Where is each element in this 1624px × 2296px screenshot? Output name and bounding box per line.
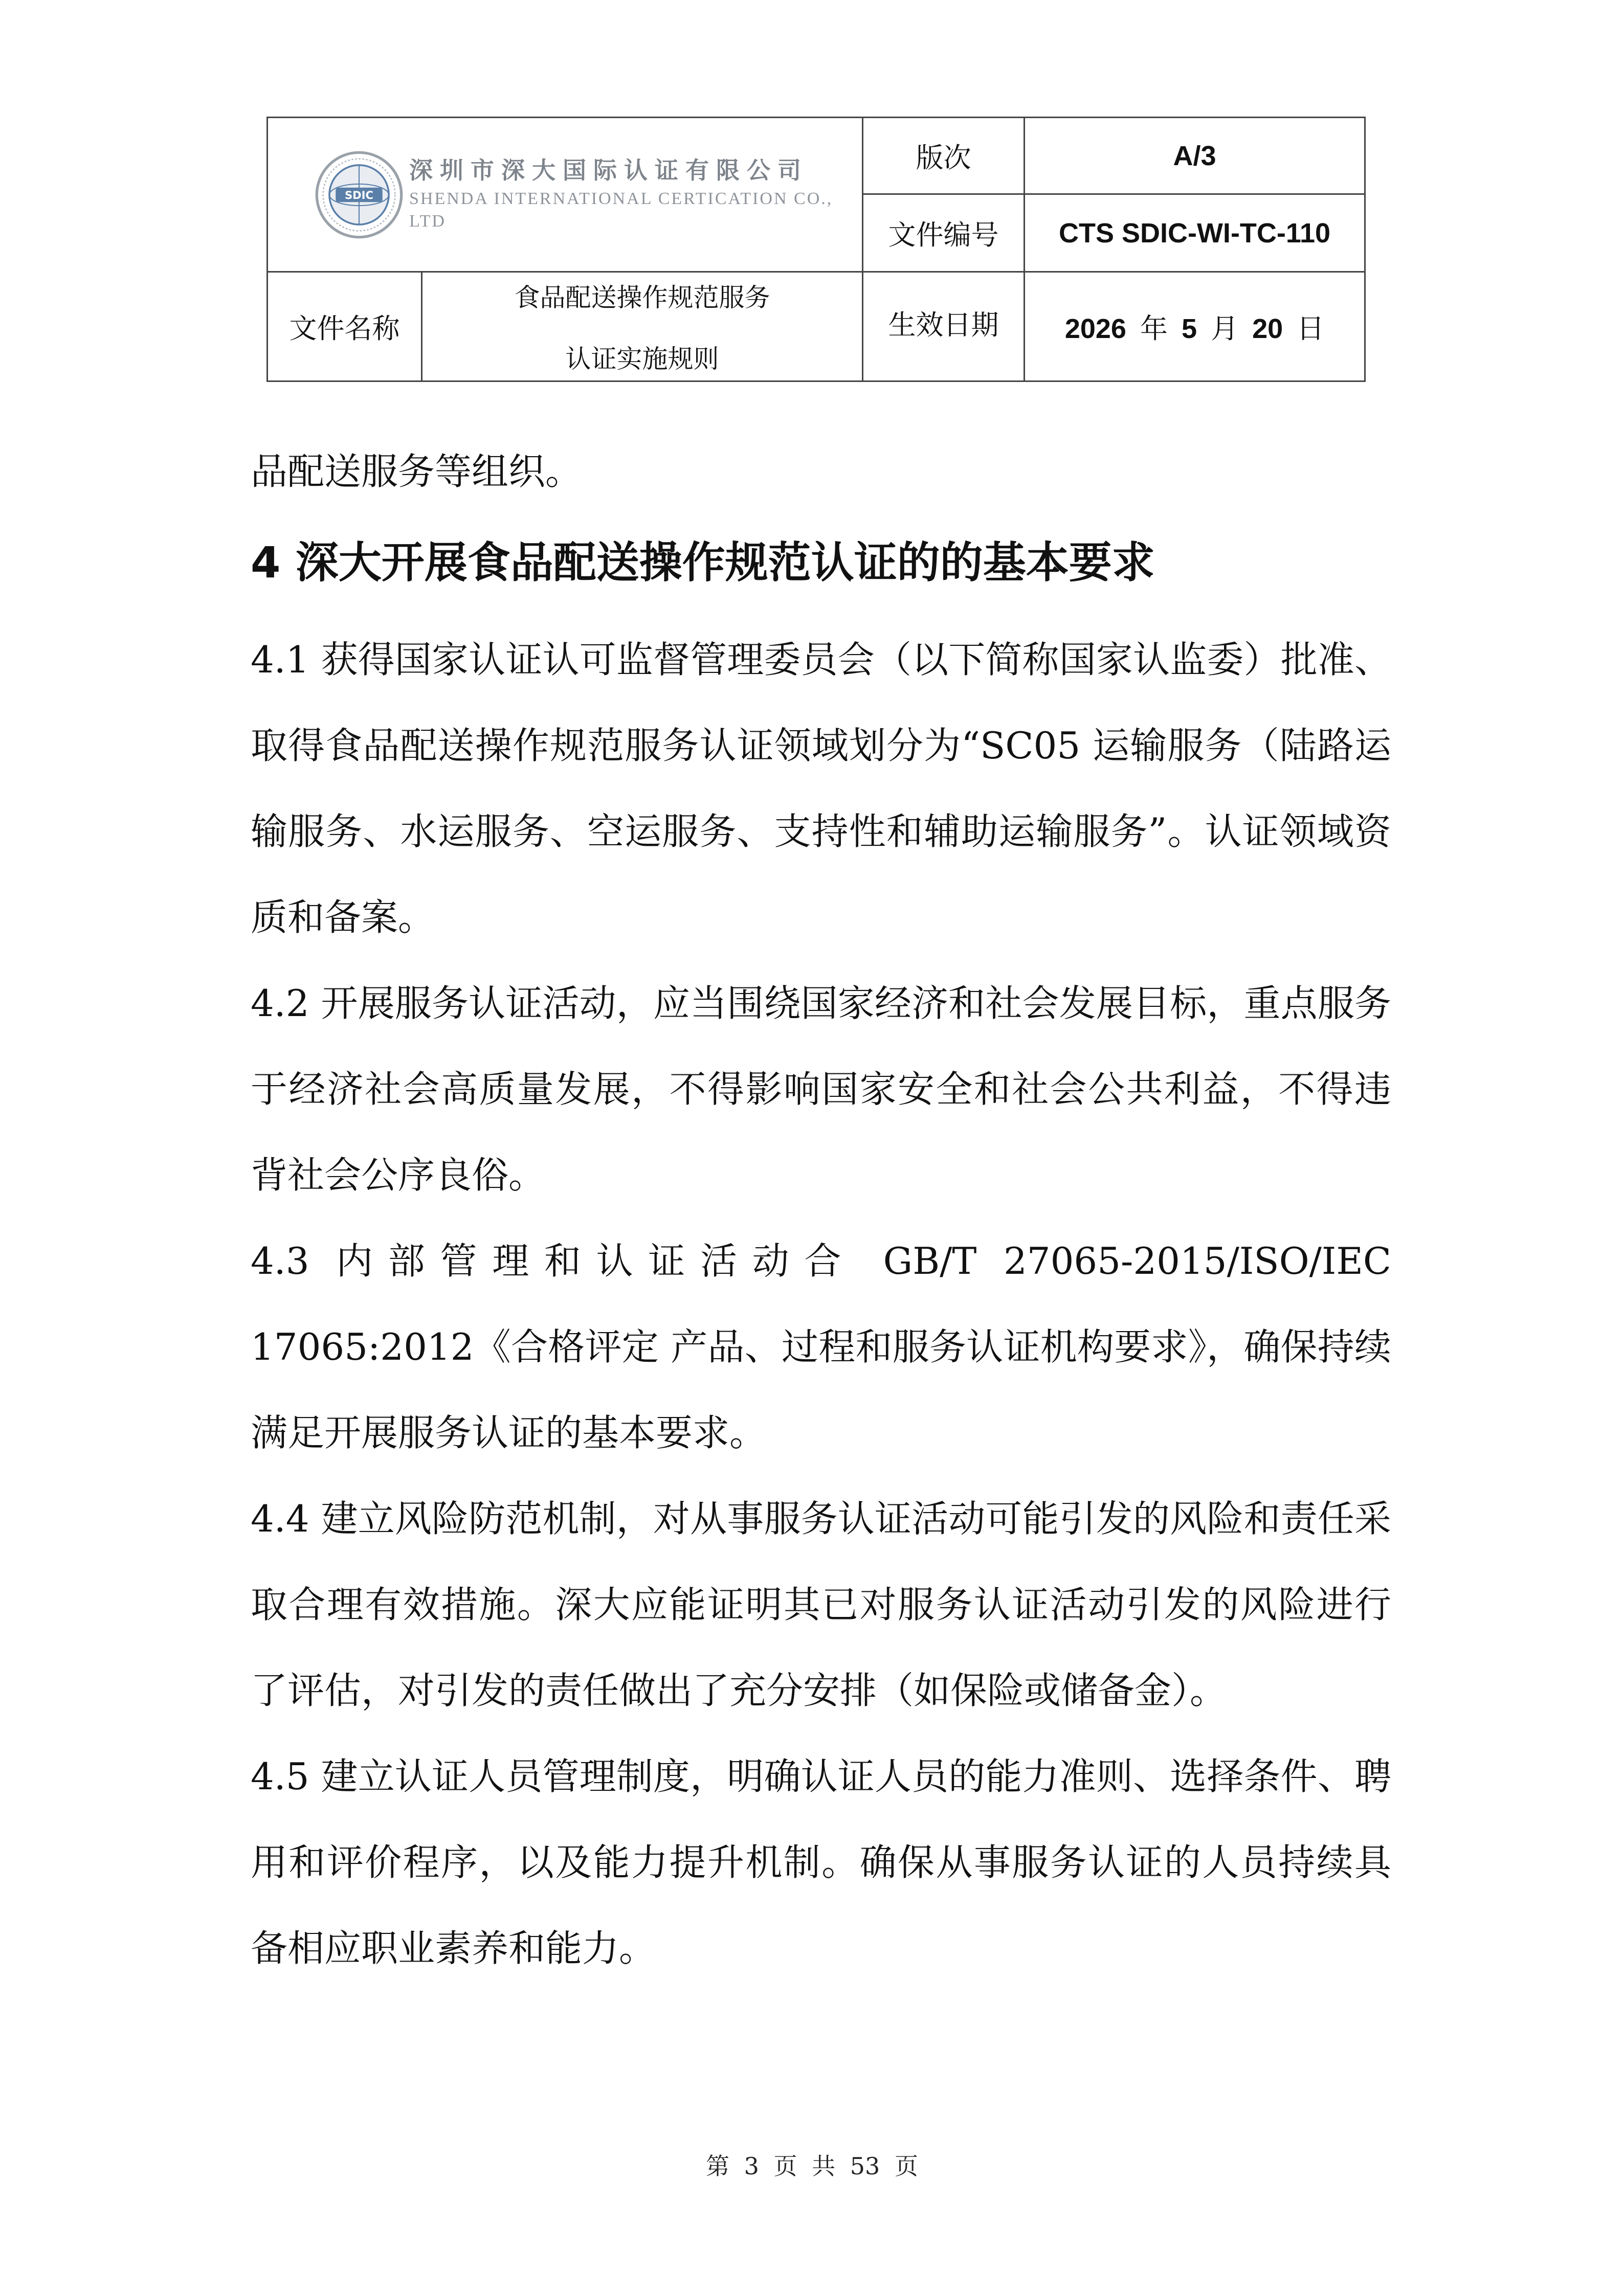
logo-text: SDIC xyxy=(344,188,374,201)
document-header-table xyxy=(266,117,1366,382)
company-name-en: SHENDA INTERNATIONAL CERTICATION CO., LTD xyxy=(409,189,833,231)
effective-month-unit: 月 xyxy=(1211,312,1239,345)
version-label: 版次 xyxy=(863,118,1025,194)
company-name-cn: 深圳市深大国际认证有限公司 xyxy=(409,156,808,184)
doc-name-line1: 食品配送操作规范服务 xyxy=(514,282,770,312)
clause-4-4: 4.4 建立风险防范机制，对从事服务认证活动可能引发的风险和责任采取合理有效措施。深大应能证明其已对服务认证活动引发的风险进行了评估，对引发的责任做出了充分安排（如保险或储备金）。 xyxy=(251,1497,1391,1712)
effective-day: 20 xyxy=(1252,313,1283,344)
clause-4-1: 4.1 获得国家认证认可监督管理委员会（以下简称国家认监委）批准、取得食品配送操作规范服务认证领域划分为“SC05 运输服务（陆路运输服务、水运服务、空运服务、支持性和辅助运输服务”。认证领域资质和备案。 xyxy=(251,638,1391,939)
doc-number-value: CTS SDIC-WI-TC-110 xyxy=(1025,194,1365,272)
version-value: A/3 xyxy=(1025,118,1365,194)
section-heading: 4 深大开展食品配送操作规范认证的的基本要求 xyxy=(251,537,1155,588)
effective-date-label: 生效日期 xyxy=(863,272,1025,381)
intro-paragraph: 品配送服务等组织。 xyxy=(251,450,583,493)
clause-4-3-rest: 17065:2012《合格评定 产品、过程和服务认证机构要求》，确保持续满足开展服务认证的基本要求。 xyxy=(251,1325,1391,1454)
clause-4-5: 4.5 建立认证人员管理制度，明确认证人员的能力准则、选择条件、聘用和评价程序，以及能力提升机制。确保从事服务认证的人员持续具备相应职业素养和能力。 xyxy=(251,1755,1391,1970)
company-logo-cell xyxy=(268,118,863,272)
effective-month: 5 xyxy=(1182,313,1197,344)
doc-name-line2: 认证实施规则 xyxy=(565,344,719,374)
document-body xyxy=(251,429,1391,1991)
effective-day-unit: 日 xyxy=(1297,312,1325,345)
company-logo-icon xyxy=(314,150,404,240)
effective-date-value xyxy=(1025,272,1365,381)
doc-name-value xyxy=(422,272,863,381)
page-footer: 第 3 页 共 53 页 xyxy=(706,2152,918,2180)
clause-4-3-line1: 4.3 内部管理和认证活动合 GB/T 27065-2015/ISO/IEC xyxy=(251,1240,1391,1282)
doc-name-label: 文件名称 xyxy=(268,272,422,381)
clause-4-2: 4.2 开展服务认证活动，应当围绕国家经济和社会发展目标，重点服务于经济社会高质量发展，不得影响国家安全和社会公共利益，不得违背社会公序良俗。 xyxy=(251,982,1391,1197)
effective-year: 2026 xyxy=(1064,313,1126,344)
doc-number-label: 文件编号 xyxy=(863,194,1025,272)
effective-year-unit: 年 xyxy=(1140,312,1168,345)
